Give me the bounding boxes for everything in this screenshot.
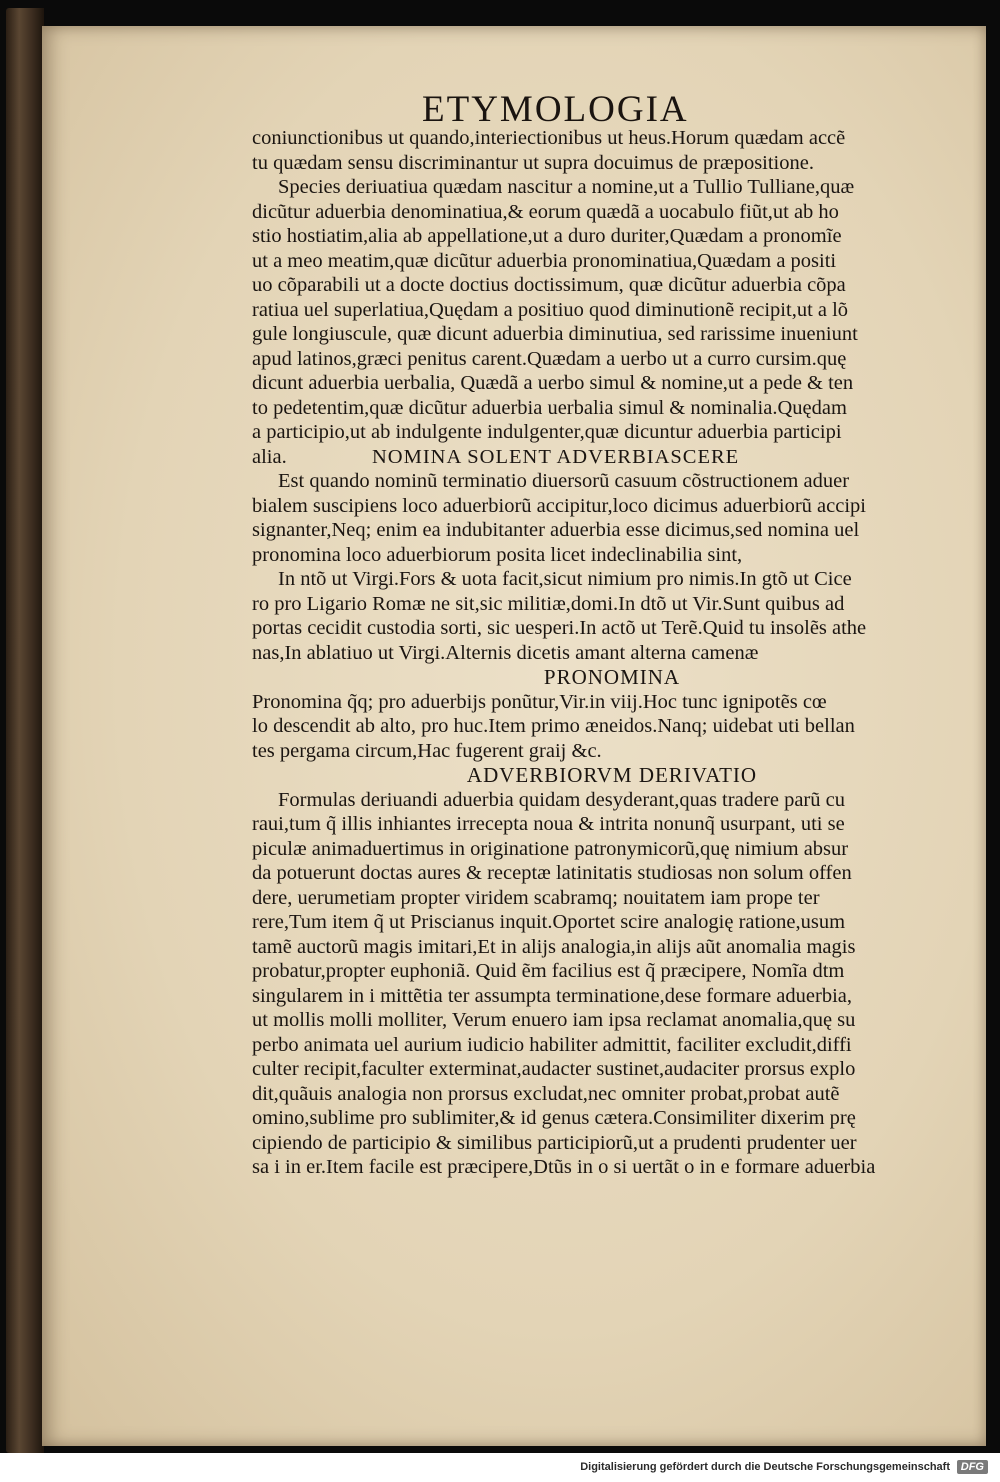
text-line: portas cecidit custodia sorti, sic uesperi.In actõ ut Terẽ.Quid tu insolẽs athe [252, 617, 867, 639]
text-line: tamẽ auctorũ magis imitari,Et in alijs analogia,in alijs aũt anomalia magis [252, 935, 856, 958]
section-heading-line [252, 445, 972, 470]
text-line: sa i in er.Item facile est præcipere,Dtũs in o si uertãt o in e formare aduerbia [252, 1156, 876, 1178]
text-line: uo cõparabili ut a docte doctius doctissimum, quæ dicũtur aduerbia cõpa [252, 274, 846, 296]
text-line: singularem in i mittẽtia ter assumpta terminatione,dese formare aduerbia, [252, 984, 852, 1007]
book-edge [6, 8, 44, 1453]
text-line: dicũtur aduerbia denominatiua,& eorum quædã a uocabulo fiũt,ut ab ho [252, 200, 839, 223]
text-fragment: alia. [252, 445, 287, 468]
text-line: a participio,ut ab indulgente indulgenter,quæ dicuntur aduerbia participi [252, 421, 842, 443]
text-line: Formulas deriuandi aduerbia quidam desyderant,quas tradere parũ cu [278, 788, 845, 811]
text-line: nas,In ablatiuo ut Virgi.Alternis dicetis amant alterna camenæ [252, 641, 759, 664]
text-line: dere, uerumetiam propter viridem scabramq; nouitatem iam prope ter [252, 886, 820, 909]
text-line: tes pergama circum,Hac fugerent graij &c. [252, 739, 602, 762]
text-line: to pedetentim,quæ dicũtur aduerbia uerbalia simul & nominalia.Quędam [252, 396, 847, 419]
text-line: dit,quãuis analogia non prorsus excludat,nec omniter probat,probat autẽ [252, 1082, 840, 1105]
text-line: Species deriuatiua quædam nascitur a nomine,ut a Tullio Tulliane,quæ [278, 176, 855, 198]
text-line: Est quando nominũ terminatio diuersorũ casuum cõstructionem aduer [278, 470, 850, 492]
text-block [252, 126, 972, 1180]
text-line: omino,sublime pro sublimiter,& id genus cætera.Consimiliter dixerim prę [252, 1107, 856, 1129]
text-line: raui,tum q̃ illis inhiantes irrecepta noua & intrita nonunq̃ usurpant, uti se [252, 813, 845, 835]
text-line: In ntõ ut Virgi.Fors & uota facit,sicut nimium pro nimis.In gtõ ut Cice [278, 568, 852, 590]
section-heading-derivatio: ADVERBIORVM DERIVATIO [466, 763, 758, 787]
running-head: ETYMOLOGIA [422, 89, 689, 130]
text-line: bialem suscipiens loco aduerbiorũ accipitur,loco dicimus aduerbiorũ accipi [252, 494, 866, 517]
text-line: tu quædam sensu discriminantur ut supra docuimus de præpositione. [252, 151, 814, 174]
section-heading-adverbiascere: NOMINA SOLENT ADVERBIASCERE [372, 445, 740, 468]
text-line: ro pro Ligario Romæ ne sit,sic militiæ,domi.In dtõ ut Vir.Sunt quibus ad [252, 592, 845, 615]
text-line: probatur,propter euphoniã. Quid ẽm facilius est q̃ præcipere, Nomĩa dtm [252, 960, 845, 982]
text-line: pronomina loco aduerbiorum posita licet indeclinabilia sint, [252, 543, 743, 566]
text-line: signanter,Neq; enim ea indubitanter aduerbia esse dicimus,sed nomina uel [252, 519, 860, 541]
text-line: ratiua uel superlatiua,Quędam a positiuo quod diminutionẽ recipit,ut a lõ [252, 298, 849, 321]
text-line: stio hostiatim,alia ab appellatione,ut a duro duriter,Quædam a pronomĩe [252, 225, 842, 247]
text-line: ut mollis molli molliter, Verum enuero iam ipsa reclamat anomalia,quę su [252, 1009, 856, 1031]
text-line: perbo animata uel aurium iudicio habiliter admittit, faciliter excludit,diffi [252, 1033, 852, 1056]
footer-credit: Digitalisierung gefördert durch die Deutsche Forschungsgemeinschaft [580, 1461, 950, 1473]
text-line: dicunt aduerbia uerbalia, Quædã a uerbo simul & nomine,ut a pede & ten [252, 372, 854, 394]
section-heading-pronomina: PRONOMINA [543, 665, 681, 689]
text-line: da potuerunt doctas aures & receptæ latinitatis studiosas non solum offen [252, 862, 852, 884]
text-line: coniunctionibus ut quando,interiectionibus ut heus.Horum quædam accẽ [252, 127, 846, 149]
text-line: apud latinos,græci penitus carent.Quædam a uerbo ut a curro cursim.quę [252, 347, 847, 370]
text-line: culter recipit,faculter exterminat,audacter sustinet,audaciter prorsus explo [252, 1058, 856, 1080]
text-line: piculæ animaduertimus in originatione patronymicorũ,quę nimium absur [252, 837, 849, 860]
text-line: Pronomina q̃q; pro aduerbijs ponũtur,Vir.in viij.Hoc tunc ignipotẽs cœ [252, 690, 827, 713]
dfg-logo: DFG [957, 1460, 988, 1474]
text-line: lo descendit ab alto, pro huc.Item primo æneidos.Nanq; uidebat uti bellan [252, 715, 855, 737]
text-line: cipiendo de participio & similibus participiorũ,ut a prudenti prudenter uer [252, 1131, 857, 1154]
text-line: rere,Tum item q̃ ut Priscianus inquit.Oportet scire analogię ratione,usum [252, 911, 846, 933]
text-line: gule longiuscule, quæ dicunt aduerbia diminutiua, sed rarissime inueniunt [252, 323, 858, 345]
text-line: ut a meo meatim,quæ dicũtur aduerbia pronominatiua,Quædam a positi [252, 249, 837, 272]
